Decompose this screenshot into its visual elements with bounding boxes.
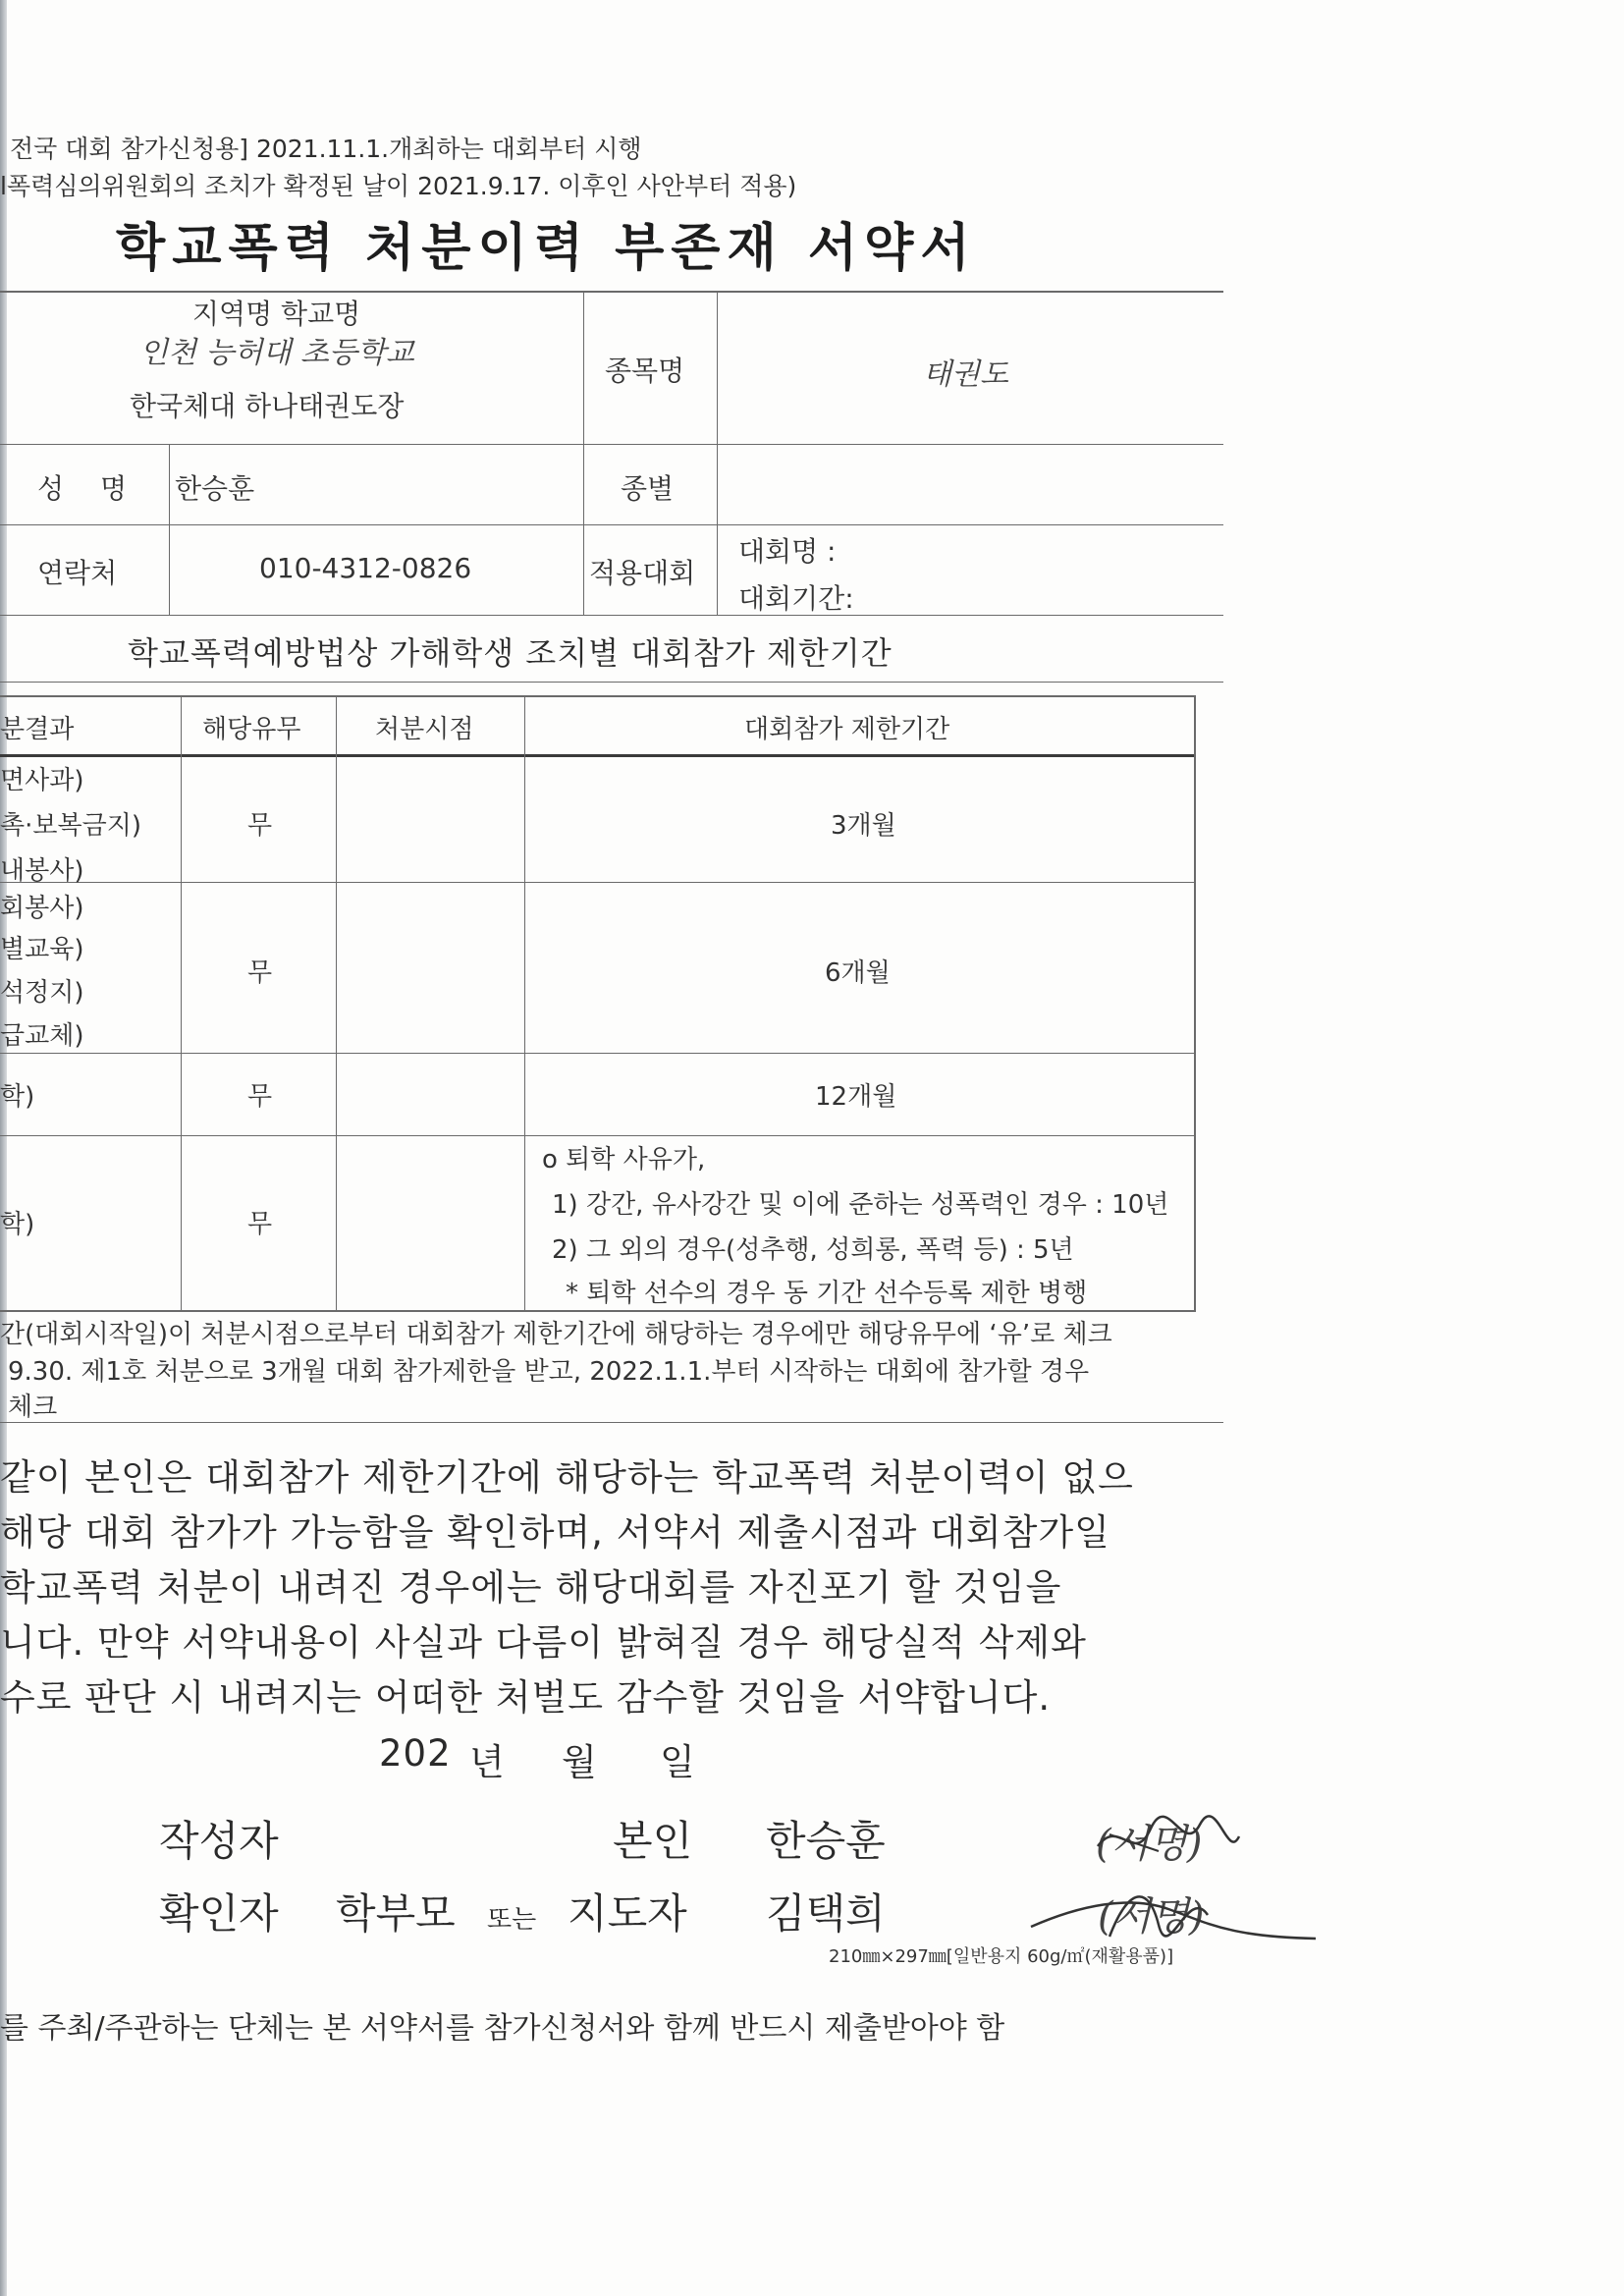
category-label: 종별	[621, 472, 675, 505]
writer-label: 작성자	[159, 1817, 279, 1865]
th-time: 처분시점	[375, 715, 474, 744]
header-line-2: l폭력심의위원회의 조치가 확정된 날이 2021.9.17. 이후인 사안부터 적용)	[0, 172, 797, 200]
confirmer-name: 김택희	[766, 1889, 886, 1938]
row1-applicable: 무	[247, 811, 273, 841]
info-col-divider-3	[169, 444, 170, 615]
footer-note: 를 주최/주관하는 단체는 본 서약서를 참가신청서와 함께 반드시 제출받아야 함	[0, 2011, 1005, 2046]
event-label: 종목명	[605, 355, 685, 387]
pledge-line-5: 수로 판단 시 내려지는 어떠한 처벌도 감수할 것임을 서약합니다.	[0, 1676, 1052, 1719]
row3-applicable: 무	[247, 1082, 273, 1112]
contact-value: 010-4312-0826	[259, 552, 472, 584]
comp-name-label: 대회명 :	[738, 535, 837, 568]
th-applicable: 해당유무	[202, 715, 301, 744]
contact-label: 연락처	[37, 557, 118, 589]
section-title: 학교폭력예방법상 가해학생 조치별 대회참가 제한기간	[128, 634, 893, 672]
info-row-divider-1	[0, 444, 1223, 445]
note-line-2: 9.30. 제1호 처분으로 3개월 대회 참가제한을 받고, 2022.1.1.부터 시작하는 대회에 참가할 경우	[8, 1357, 1090, 1387]
row2-result-4: 급교체)	[0, 1021, 84, 1051]
pledge-line-3: 학교폭력 처분이 내려진 경우에는 해당대회를 자진포기 할 것임을	[0, 1566, 1062, 1609]
row3-result-1: 학)	[0, 1082, 35, 1112]
writer-name: 한승훈	[766, 1817, 886, 1865]
school-value: 인천 능허대 초등학교	[139, 336, 414, 370]
or-label: 또는	[487, 1905, 537, 1935]
table-right-border	[1194, 695, 1196, 1312]
event-value: 태권도	[923, 357, 1008, 392]
notes-divider	[0, 1422, 1223, 1423]
th-result: 분결과	[0, 715, 75, 744]
confirmer-sign-label: (서명)	[1098, 1894, 1205, 1940]
comp-period-label: 대회기간:	[738, 582, 854, 615]
scan-edge	[0, 0, 7, 2296]
header-line-1: 전국 대회 참가신청용] 2021.11.1.개최하는 대회부터 시행	[10, 135, 642, 163]
table-header-border	[0, 754, 1194, 757]
row3-period: 12개월	[815, 1082, 897, 1112]
row4-applicable: 무	[247, 1210, 273, 1239]
th-period: 대회참가 제한기간	[744, 715, 950, 744]
name-label: 성 명	[37, 472, 140, 505]
name-value: 한승훈	[175, 472, 255, 505]
info-col-divider-2	[717, 291, 718, 615]
table-row-divider-2	[0, 1053, 1194, 1054]
date-year: 202	[379, 1732, 452, 1775]
coach-label: 지도자	[568, 1889, 687, 1938]
note-line-1: 간(대회시작일)이 처분시점으로부터 대회참가 제한기간에 해당하는 경우에만 해당유무에 ‘유’로 체크	[0, 1320, 1112, 1349]
info-row-divider-2	[0, 524, 1223, 525]
note-line-3: 체크	[8, 1393, 58, 1422]
pledge-line-4: 니다. 만약 서약내용이 사실과 다름이 밝혀질 경우 해당실적 삭제와	[0, 1621, 1087, 1664]
row4-period-line-3: 2) 그 외의 경우(성추행, 성희롱, 폭력 등) : 5년	[552, 1235, 1074, 1265]
row2-result-2: 별교육)	[0, 935, 84, 964]
table-col-divider-1	[181, 695, 182, 1310]
row1-result-2: 촉·보복금지)	[0, 811, 141, 841]
section-underline	[0, 682, 1223, 683]
paper-spec: 210㎜×297㎜[일반용지 60g/㎡(재활용품)]	[829, 1946, 1174, 1967]
school-sub: 한국체대 하나태권도장	[130, 390, 405, 422]
page-title: 학교폭력 처분이력 부존재 서약서	[116, 219, 977, 278]
row4-period-line-4: * 퇴학 선수의 경우 동 기간 선수등록 제한 병행	[566, 1279, 1088, 1308]
row4-period-line-2: 1) 강간, 유사강간 및 이에 준하는 성폭력인 경우 : 10년	[552, 1190, 1169, 1220]
row2-applicable: 무	[247, 958, 273, 988]
table-row-divider-1	[0, 882, 1194, 883]
info-col-divider-1	[583, 291, 584, 615]
info-bottom-border	[0, 615, 1223, 616]
row2-period: 6개월	[825, 958, 891, 988]
pledge-line-2: 해당 대회 참가가 가능함을 확인하며, 서약서 제출시점과 대회참가일	[0, 1511, 1110, 1554]
date-month-unit: 월	[562, 1741, 598, 1783]
row1-result-3: 내봉사)	[0, 856, 84, 886]
school-label: 지역명 학교명	[192, 298, 361, 330]
row1-period: 3개월	[831, 811, 896, 841]
row2-result-3: 석정지)	[0, 978, 84, 1008]
parent-label: 학부모	[336, 1889, 456, 1938]
table-col-divider-2	[336, 695, 337, 1310]
self-label: 본인	[613, 1817, 693, 1865]
info-top-border	[0, 291, 1223, 293]
writer-sign-label: (서명)	[1096, 1822, 1203, 1867]
date-day-unit: 일	[660, 1741, 696, 1783]
confirmer-label: 확인자	[159, 1889, 279, 1938]
row4-period-line-1: o 퇴학 사유가,	[542, 1145, 706, 1175]
date-year-unit: 년	[469, 1741, 506, 1783]
table-top-border	[0, 695, 1194, 697]
row4-result-1: 학)	[0, 1210, 35, 1239]
table-row-divider-3	[0, 1135, 1194, 1136]
applied-label: 적용대회	[589, 557, 696, 589]
table-col-divider-3	[524, 695, 525, 1310]
table-bottom-border	[0, 1310, 1194, 1312]
pledge-line-1: 같이 본인은 대회참가 제한기간에 해당하는 학교폭력 처분이력이 없으	[0, 1456, 1134, 1499]
row1-result-1: 면사과)	[0, 766, 84, 795]
row2-result-1: 회봉사)	[0, 894, 84, 923]
